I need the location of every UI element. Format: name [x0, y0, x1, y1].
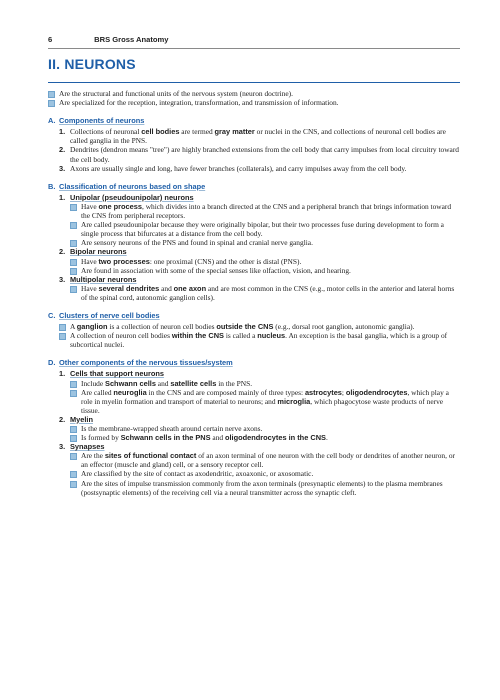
text-run: Have: [81, 256, 99, 266]
text-run: Are the: [81, 451, 105, 461]
text-run: Myelin: [70, 414, 93, 424]
text-run: Are called pseudounipolar because they were originally bipolar, but their two processes fuse during development to form a single process that bifurcates at a distance from the cell body.: [81, 220, 444, 239]
text-run: is called a: [223, 331, 258, 341]
running-header: [48, 35, 460, 44]
bold-term: astrocytes: [304, 387, 342, 397]
text-run: Are sensory neurons of the PNS and found in spinal and cranial nerve ganglia.: [81, 238, 313, 248]
subsection-heading: [48, 358, 460, 367]
square-bullet-icon: [70, 390, 77, 397]
text-run: 2.: [59, 247, 66, 257]
text-run: and: [159, 283, 174, 293]
text-run: Are called: [81, 387, 114, 397]
list-item: [70, 284, 460, 302]
bold-term: nucleus: [257, 331, 286, 341]
text-run: , which divides into a branch directed at the CNS and a peripheral branch that brings information toward the CNS from peripheral receptors.: [81, 201, 452, 221]
text-run: 3.: [59, 163, 66, 173]
text-run: and: [155, 378, 171, 388]
header-divider: [48, 48, 460, 49]
list-item: [70, 424, 460, 433]
text-run: Are specialized for the reception, integration, transformation, and transmission of information.: [59, 98, 339, 108]
bullet-list: [48, 451, 460, 496]
square-bullet-icon: [70, 204, 77, 211]
bullet-list: [48, 379, 460, 415]
section-divider: [48, 82, 460, 83]
text-run: 2.: [59, 145, 66, 155]
text-run: Are the sites of impulse transmission commonly from the axon terminals (presynaptic elements) to the plasma membranes (postsynaptic elements) of the receiving cell via a neural transmitter across the synaptic cleft.: [81, 478, 443, 497]
bullet-list: [48, 202, 460, 247]
bold-term: outside the CNS: [216, 322, 274, 332]
square-bullet-icon: [48, 100, 55, 107]
text-run: : one proximal (CNS) and the other is distal (PNS).: [149, 256, 302, 266]
text-run: Dendrites (dendron means "tree") are highly branched extensions from the cell body that carry impulses from local circuitry toward the cell body.: [70, 145, 459, 164]
square-bullet-icon: [70, 471, 77, 478]
square-bullet-icon: [70, 453, 77, 460]
subsection-heading: [48, 311, 460, 320]
list-item: [70, 379, 460, 388]
bold-term: oligodendrocytes: [345, 387, 408, 397]
text-run: Include: [81, 378, 106, 388]
bold-term: several dendrites: [98, 283, 160, 293]
bold-term: one axon: [173, 283, 207, 293]
text-run: and: [210, 433, 225, 443]
bold-term: sites of functional contact: [104, 451, 197, 461]
square-bullet-icon: [70, 240, 77, 247]
subsection-heading: [48, 182, 460, 191]
text-run: , which phagocytose waste products of nerve tissue.: [81, 396, 444, 415]
intro-bullet: [48, 89, 460, 98]
text-run: in the CNS and are composed mainly of three types:: [146, 387, 305, 397]
list-item: [70, 479, 460, 497]
text-run: (e.g., dorsal root ganglion, autonomic ganglia).: [273, 322, 415, 332]
square-bullet-icon: [70, 426, 77, 433]
text-run: 3.: [59, 442, 66, 452]
bullet-list: [48, 322, 460, 349]
text-run: 1.: [59, 192, 66, 202]
text-run: D.: [48, 358, 56, 368]
text-run: Is formed by: [81, 433, 121, 443]
square-bullet-icon: [70, 481, 77, 488]
subsection-c: [48, 311, 460, 349]
text-run: 2.: [59, 414, 66, 424]
list-item: [70, 220, 460, 238]
list-item: [70, 202, 460, 220]
numbered-item: [48, 415, 460, 424]
numbered-item: [48, 145, 460, 163]
text-run: Are found in association with some of the special senses like olfaction, vision, and hearing.: [81, 265, 351, 275]
list-item: [70, 433, 460, 442]
subsection-a: [48, 116, 460, 173]
subsection-b: [48, 182, 460, 302]
subsection-heading: [48, 116, 460, 125]
text-run: Have: [81, 283, 99, 293]
text-run: Unipolar (pseudounipolar) neurons: [70, 192, 194, 202]
bold-term: microglia: [277, 396, 311, 406]
subsection-d: [48, 358, 460, 496]
text-run: Bipolar neurons: [70, 247, 127, 257]
text-run: and are most common in the CNS (e.g., motor cells in the anterior and lateral horns of the spinal cord, autonomic ganglion cells).: [81, 283, 455, 302]
text-run: Axons are usually single and long, have fewer branches (collaterals), and carry impulses away from the cell body.: [70, 163, 407, 173]
bold-term: within the CNS: [171, 331, 224, 341]
numbered-item: [48, 164, 460, 173]
numbered-item: [48, 275, 460, 284]
bold-term: neuroglia: [113, 387, 147, 397]
text-run: or nuclei in the CNS, and collections of neuronal cell bodies are called ganglia in the PNS.: [70, 127, 446, 146]
list-item: [70, 451, 460, 469]
bold-term: ganglion: [76, 322, 108, 332]
bullet-list: [48, 424, 460, 442]
bold-term: cell bodies: [141, 127, 180, 137]
text-run: Synapses: [70, 442, 105, 452]
text-run: 3.: [59, 274, 66, 284]
list-item: [59, 331, 460, 349]
text-run: .: [325, 433, 328, 443]
bold-term: Schwann cells: [105, 378, 156, 388]
text-run: is a collection of neuron cell bodies: [107, 322, 217, 332]
bold-term: two processes: [98, 256, 150, 266]
list-item: [70, 266, 460, 275]
bold-term: satellite cells: [170, 378, 217, 388]
numbered-item: [48, 369, 460, 378]
text-run: A.: [48, 116, 56, 126]
text-run: . An exception is the basal ganglia, which is a group of subcortical nuclei.: [70, 331, 448, 350]
text-run: 1.: [59, 369, 66, 379]
list-item: [70, 388, 460, 415]
bold-term: oligodendrocytes in the CNS: [224, 433, 326, 443]
bold-term: Schwann cells in the PNS: [120, 433, 211, 443]
numbered-item: [48, 247, 460, 256]
text-run: , which play a role in myelin formation and transport of material to neurons; and: [81, 387, 449, 406]
numbered-item: [48, 442, 460, 451]
text-run: 1.: [59, 127, 66, 137]
bold-term: gray matter: [214, 127, 255, 137]
text-run: Multipolar neurons: [70, 274, 137, 284]
text-run: Are classified by the site of contact as axodendritic, axoaxonic, or axosomatic.: [81, 469, 314, 479]
square-bullet-icon: [70, 268, 77, 275]
square-bullet-icon: [70, 435, 77, 442]
intro-bullets: [48, 89, 460, 107]
text-run: C.: [48, 310, 56, 320]
text-run: Components of neurons: [59, 116, 145, 126]
list-item: [70, 238, 460, 247]
text-run: Is the membrane-wrapped sheath around certain nerve axons.: [81, 424, 263, 433]
text-run: Cells that support neurons: [70, 369, 165, 379]
text-run: in the PNS.: [216, 378, 253, 388]
text-run: Classification of neurons based on shape: [59, 181, 206, 191]
square-bullet-icon: [70, 222, 77, 229]
bold-term: one process: [98, 201, 142, 211]
book-title: BRS Gross Anatomy: [94, 35, 169, 44]
numbered-item: [48, 127, 460, 145]
text-run: Other components of the nervous tissues/system: [59, 358, 233, 368]
square-bullet-icon: [70, 259, 77, 266]
list-item: [70, 469, 460, 478]
intro-bullet: [48, 98, 460, 107]
text-run: Are the structural and functional units of the nervous system (neuron doctrine).: [59, 89, 293, 98]
text-run: Clusters of nerve cell bodies: [59, 310, 160, 320]
text-run: are termed: [179, 127, 215, 137]
text-run: Collections of neuronal: [70, 127, 142, 137]
page-number: 6: [48, 35, 53, 44]
section-title: II. NEURONS: [48, 56, 136, 72]
square-bullet-icon: [59, 324, 66, 331]
text-run: Have: [81, 201, 99, 211]
text-run: B.: [48, 181, 56, 191]
text-run: ;: [341, 387, 346, 397]
bullet-list: [48, 284, 460, 302]
bullet-list: [48, 257, 460, 275]
square-bullet-icon: [70, 381, 77, 388]
numbered-item: [48, 193, 460, 202]
square-bullet-icon: [48, 91, 55, 98]
list-item: [70, 257, 460, 266]
text-run: A collection of neuron cell bodies: [70, 331, 172, 341]
page-body: [48, 89, 460, 497]
square-bullet-icon: [70, 286, 77, 293]
text-run: A: [70, 322, 77, 332]
text-run: of an axon terminal of one neuron with the cell body or dendrites of another neuron, or an effector (muscle and gland) cell, or a sensory receptor cell.: [81, 451, 455, 470]
square-bullet-icon: [59, 333, 66, 340]
list-item: [59, 322, 460, 331]
